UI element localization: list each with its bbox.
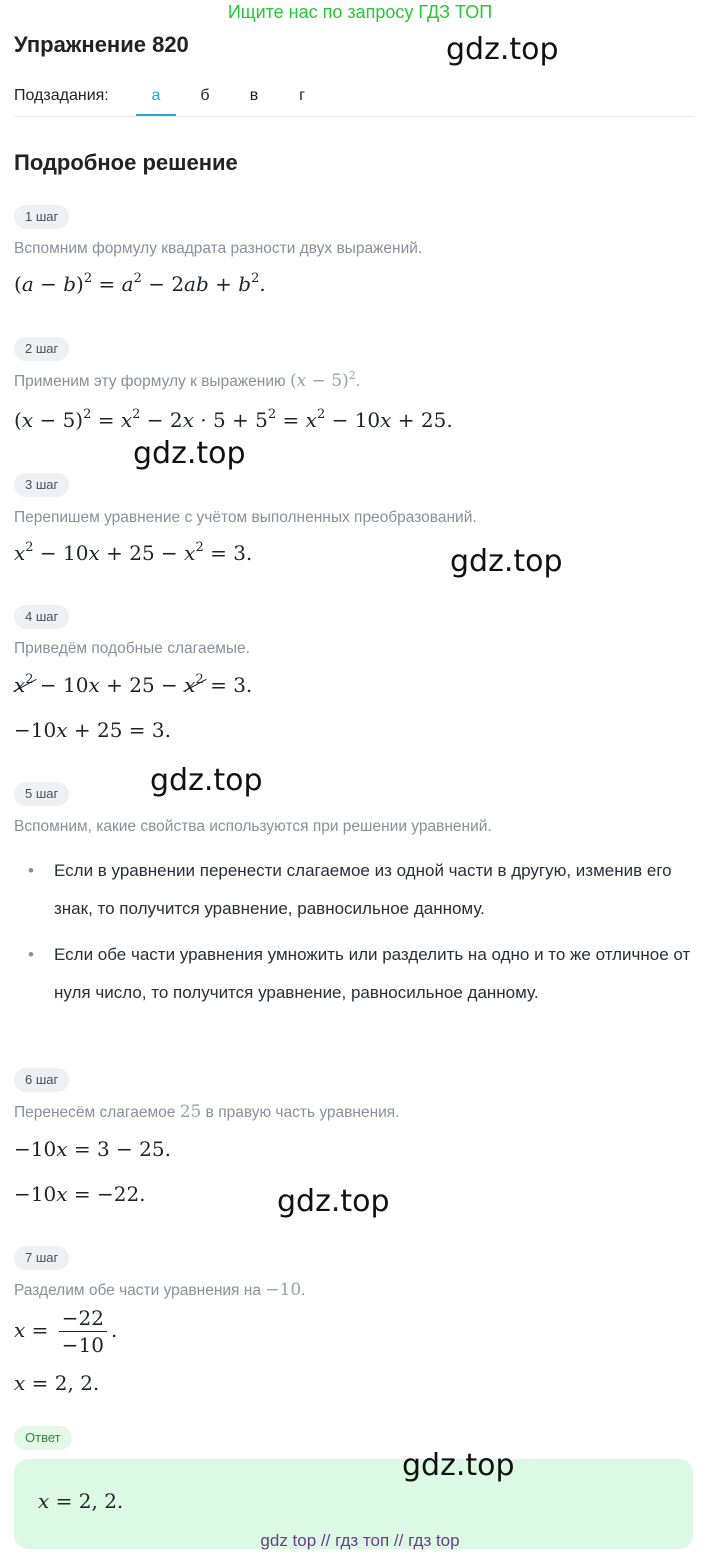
watermark: gdz.top: [450, 544, 563, 579]
step-text-3: Перепишем уравнение с учётом выполненных преобразований.: [14, 509, 477, 526]
equation-rules-list: [14, 852, 704, 1020]
step-badge-2: 2 шаг: [14, 337, 69, 361]
step-badge-6: 6 шаг: [14, 1068, 69, 1092]
watermark: gdz.top: [277, 1184, 390, 1219]
tab-v[interactable]: в: [249, 87, 259, 104]
step-badge-3: 3 шаг: [14, 473, 69, 497]
watermark: gdz.top: [446, 32, 559, 67]
step-text-5: Вспомним, какие свойства используются при решении уравнений.: [14, 818, 492, 835]
result-equation: −10x = −22.: [14, 1182, 146, 1206]
rewritten-equation: $x^2 - 10x + 25 - x^2 = 3$.: [14, 540, 253, 565]
step-badge-7: 7 шаг: [14, 1246, 69, 1270]
cancelled-equation: $x^2 - 10x + 25 - x^2 = 3$.: [14, 672, 253, 697]
tab-a[interactable]: а: [136, 84, 176, 116]
transfer-equation: −10x = 3 − 25.: [14, 1137, 171, 1161]
tab-b[interactable]: б: [200, 87, 210, 104]
simplified-equation: −10x + 25 = 3.: [14, 718, 171, 742]
solution-equation: x = 2, 2.: [14, 1371, 100, 1395]
section-title: Подробное решение: [14, 150, 238, 175]
step-text-1: Вспомним формулу квадрата разности двух выражений.: [14, 240, 423, 257]
list-item: • Если в уравнении перенести слагаемое из одной части в другую, изменив его знак, то получится уравнение, равносильное данному.: [14, 852, 704, 928]
step-badge-1: 1 шаг: [14, 205, 69, 229]
search-banner: Ищите нас по запросу ГДЗ ТОП: [227, 2, 493, 22]
watermark: gdz.top: [402, 1448, 515, 1483]
division-equation: x = $\frac{-22}{-10}$ .: [14, 1306, 118, 1357]
expansion-formula: $(x - 5)^2 = x^2 - 2x \cdot 5 + 5^2 = x^2 - 10x + 25$.: [14, 407, 453, 432]
formula-square-difference: $(a - b)^2 = a^2 - 2ab + b^2$.: [14, 271, 266, 296]
answer-badge: Ответ: [14, 1426, 72, 1450]
subtasks-bar: [14, 84, 694, 117]
footer-links[interactable]: gdz top // гдз топ // гдз top: [260, 1531, 460, 1550]
watermark: gdz.top: [150, 763, 263, 798]
step-text-7: Разделим обе части уравнения на −10.: [14, 1280, 306, 1300]
step-text-4: Приведём подобные слагаемые.: [14, 640, 250, 657]
watermark: gdz.top: [133, 436, 246, 471]
tab-g[interactable]: г: [299, 87, 305, 104]
step-text-6: Перенесём слагаемое 25 в правую часть уравнения.: [14, 1102, 400, 1122]
page-title: Упражнение 820: [14, 32, 189, 57]
subtasks-label: Подзадания:: [14, 87, 109, 104]
list-item: • Если обе части уравнения умножить или разделить на одно и то же отличное от нуля число, то получится уравнение, равносильное данному.: [14, 936, 704, 1012]
step-badge-4: 4 шаг: [14, 605, 69, 629]
step-text-2: Применим эту формулу к выражению $(x - 5)^2$.: [14, 369, 361, 391]
step-badge-5: 5 шаг: [14, 782, 69, 806]
answer-value: x = 2, 2.: [38, 1489, 124, 1513]
